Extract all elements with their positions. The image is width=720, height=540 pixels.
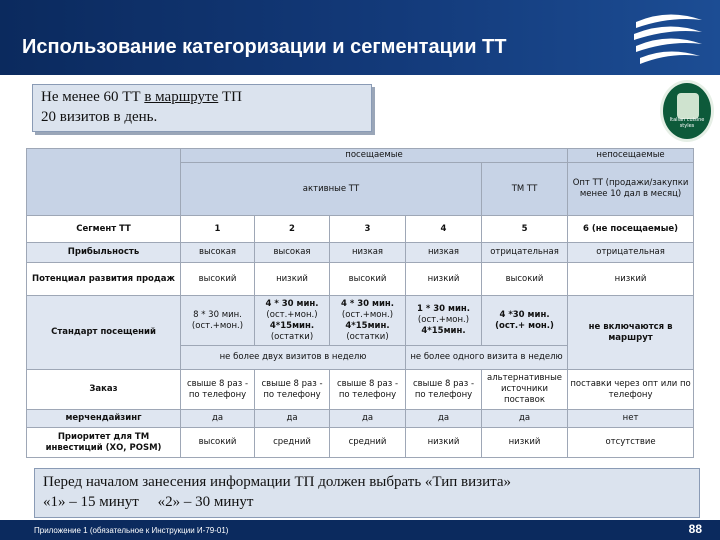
invest-cell: высокий bbox=[181, 428, 255, 458]
footer-line-1: Перед началом занесения информации ТП должен выбрать «Тип визита» bbox=[43, 474, 511, 490]
profit-cell: низкая bbox=[406, 243, 482, 263]
header-not-visited: непосещаемые bbox=[568, 149, 694, 163]
row-label-segment: Сегмент ТТ bbox=[27, 216, 181, 243]
invest-cell: средний bbox=[255, 428, 330, 458]
note-line-2: 20 визитов в день. bbox=[41, 109, 158, 125]
merch-cell: да bbox=[406, 410, 482, 428]
invest-cell: низкий bbox=[406, 428, 482, 458]
table-row bbox=[27, 263, 694, 296]
visit-3d: (остатки) bbox=[346, 331, 389, 342]
segment-cell: 6 (не посещаемые) bbox=[568, 216, 694, 243]
table-row bbox=[27, 410, 694, 428]
row-label-merch: мерчендайзинг bbox=[27, 410, 181, 428]
merch-cell: да bbox=[330, 410, 406, 428]
segment-cell: 3 bbox=[330, 216, 406, 243]
row-label-invest: Приоритет для ТМ инвестиций (ХО, POSM) bbox=[27, 428, 181, 458]
row-label-potential: Потенциал развития продаж bbox=[27, 263, 181, 296]
invest-cell: отсутствие bbox=[568, 428, 694, 458]
table-row bbox=[27, 149, 694, 163]
wave-logo-icon bbox=[630, 8, 706, 68]
potential-cell: низкий bbox=[568, 263, 694, 296]
footer-line-2: «1» – 15 минут «2» – 30 минут bbox=[43, 494, 254, 510]
table-row bbox=[27, 216, 694, 243]
profit-cell: высокая bbox=[255, 243, 330, 263]
visit-cell-4 bbox=[406, 296, 482, 346]
visit-cell-1: 8 * 30 мин. (ост.+мон.) bbox=[181, 296, 255, 346]
row-label-visits: Стандарт посещений bbox=[27, 296, 181, 370]
visit-cell-6: не включаются в маршрут bbox=[568, 296, 694, 370]
profit-cell: низкая bbox=[330, 243, 406, 263]
visit-max-one: не более одного визита в неделю bbox=[406, 346, 568, 370]
slide-title: Использование категоризации и сегментации ТТ bbox=[22, 36, 507, 58]
header-tm-tt: ТМ ТТ bbox=[482, 163, 568, 216]
header-active-tt: активные ТТ bbox=[181, 163, 482, 216]
visit-type-note bbox=[34, 468, 700, 518]
visit-max-two: не более двух визитов в неделю bbox=[181, 346, 406, 370]
visit-cell-2 bbox=[255, 296, 330, 346]
note-link: в маршруте bbox=[144, 89, 219, 105]
appendix-label: Приложение 1 (обязательное к Инструкции И-79-01) bbox=[34, 526, 229, 535]
visit-2a: 4 * 30 мин. bbox=[265, 298, 319, 309]
visit-3a: 4 * 30 мин. bbox=[340, 298, 395, 309]
visit-4a: 1 * 30 мин. bbox=[416, 304, 471, 314]
segment-cell: 1 bbox=[181, 216, 255, 243]
order-cell: свыше 8 раз - по телефону bbox=[330, 370, 406, 410]
profit-cell: высокая bbox=[181, 243, 255, 263]
table-row bbox=[27, 296, 694, 346]
merch-cell: да bbox=[181, 410, 255, 428]
potential-cell: высокий bbox=[181, 263, 255, 296]
order-cell: альтернативные источники поставок bbox=[482, 370, 568, 410]
page-number: 88 bbox=[688, 522, 702, 536]
row-label-profit: Прибыльность bbox=[27, 243, 181, 263]
invest-cell: низкий bbox=[482, 428, 568, 458]
merch-cell: да bbox=[255, 410, 330, 428]
segment-cell: 2 bbox=[255, 216, 330, 243]
order-cell: свыше 8 раз - по телефону bbox=[406, 370, 482, 410]
header-visited: посещаемые bbox=[181, 149, 568, 163]
visit-4c: 4*15мин. bbox=[421, 326, 466, 336]
visit-3b: (ост.+мон.) bbox=[341, 309, 394, 320]
visit-2d: (остатки) bbox=[270, 331, 314, 342]
order-cell: поставки через опт или по телефону bbox=[568, 370, 694, 410]
invest-cell: средний bbox=[330, 428, 406, 458]
note-text-2: ТП bbox=[218, 89, 243, 105]
segment-cell: 5 bbox=[482, 216, 568, 243]
table-row bbox=[27, 428, 694, 458]
header-opt-tt: Опт ТТ (продажи/закупки менее 10 дал в месяц) bbox=[568, 163, 694, 216]
logo-caption: Italian cuisine styles bbox=[669, 117, 705, 129]
slide-header bbox=[0, 0, 720, 75]
profit-cell: отрицательная bbox=[568, 243, 694, 263]
visit-cell-3 bbox=[330, 296, 406, 346]
merch-cell: нет bbox=[568, 410, 694, 428]
order-cell: свыше 8 раз - по телефону bbox=[255, 370, 330, 410]
profit-cell: отрицательная bbox=[482, 243, 568, 263]
segment-cell: 4 bbox=[406, 216, 482, 243]
table-row bbox=[27, 243, 694, 263]
order-cell: свыше 8 раз - по телефону bbox=[181, 370, 255, 410]
potential-cell: высокий bbox=[330, 263, 406, 296]
visit-cell-5: 4 *30 мин. (ост.+ мон.) bbox=[482, 296, 568, 346]
potential-cell: низкий bbox=[406, 263, 482, 296]
visit-4b: (ост.+мон.) bbox=[417, 315, 470, 325]
note-text-1: Не менее 60 ТТ bbox=[41, 89, 145, 105]
potential-cell: низкий bbox=[255, 263, 330, 296]
table-row bbox=[27, 370, 694, 410]
table-corner bbox=[27, 149, 181, 216]
route-note bbox=[32, 84, 372, 132]
segmentation-table bbox=[26, 148, 694, 458]
row-label-order: Заказ bbox=[27, 370, 181, 410]
visit-2c: 4*15мин. bbox=[269, 320, 315, 331]
logo-bottle-icon bbox=[677, 93, 699, 119]
visit-2b: (ост.+мон.) bbox=[266, 309, 318, 320]
visit-3c: 4*15мин. bbox=[345, 320, 390, 331]
merch-cell: да bbox=[482, 410, 568, 428]
company-logo bbox=[660, 80, 714, 142]
potential-cell: высокий bbox=[482, 263, 568, 296]
